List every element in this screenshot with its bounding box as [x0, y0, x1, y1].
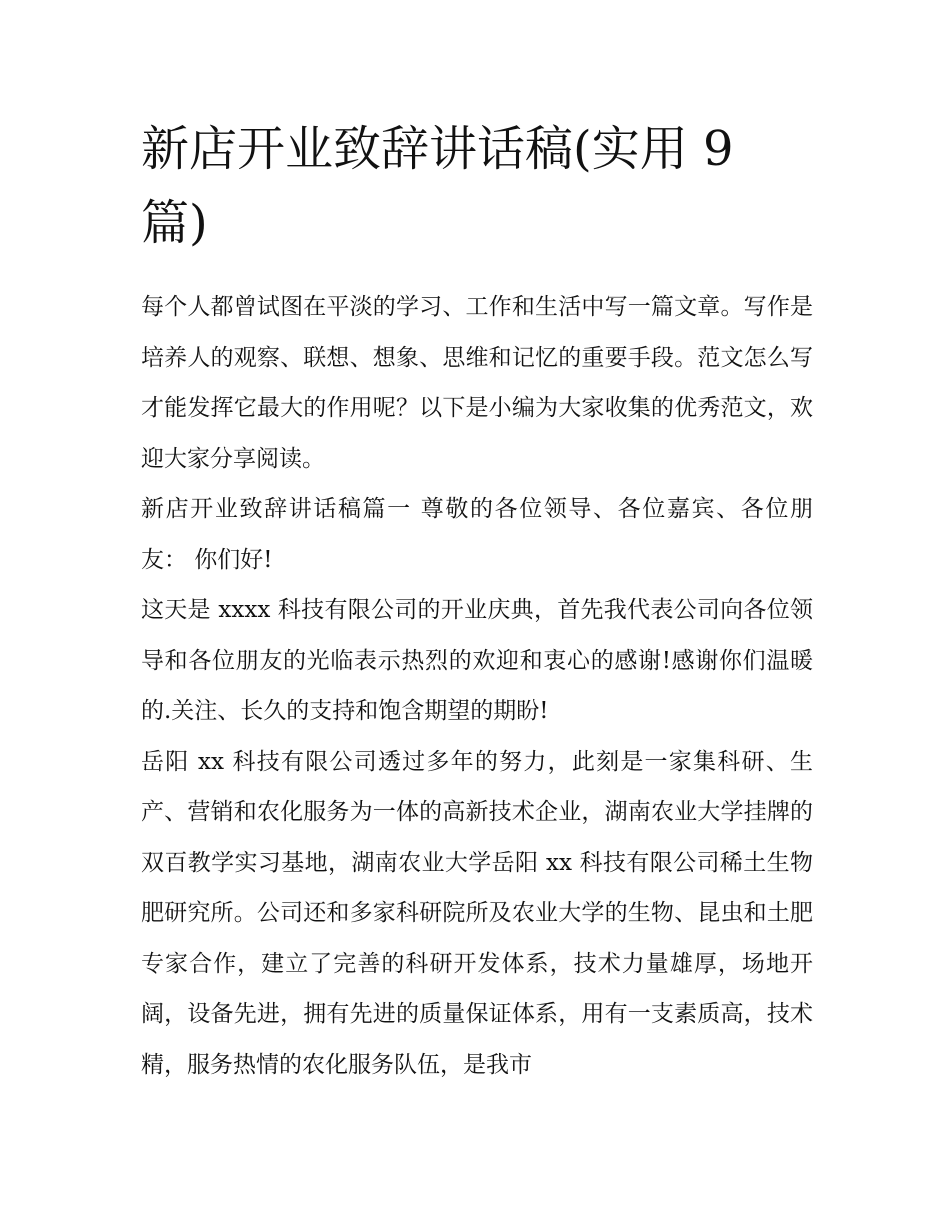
- document-title: 新店开业致辞讲话稿(实用 9 篇): [141, 121, 734, 251]
- paragraph-company-intro: 岳阳 xx 科技有限公司透过多年的努力，此刻是一家集科研、生产、营销和农化服务为一体的高新技术企业，湖南农业大学挂牌的双百教学实习基地，湖南农业大学岳阳 xx 科技有限公司稀土生物肥研究所。公司还和多家科研院所及农业大学的生物、昆虫和土肥专家合作，建立了完善的科研开发体系，技术力量雄厚，场地开阔，设备先进，拥有先进的质量保证体系，用有一支素质高，技术精，服务热情的农化服务队伍，是我市: [141, 748, 813, 1078]
- document-body: [141, 112, 813, 1090]
- paragraph-intro: 每个人都曾试图在平淡的学习、工作和生活中写一篇文章。写作是培养人的观察、联想、想象、思维和记忆的重要手段。范文怎么写才能发挥它最大的作用呢？以下是小编为大家收集的优秀范文，欢迎大家分享阅读。: [141, 294, 813, 472]
- paragraph-welcome: 这天是 xxxx 科技有限公司的开业庆典，首先我代表公司向各位领导和各位朋友的光临表示热烈的欢迎和衷心的感谢!感谢你们温暖的.关注、长久的支持和饱含期望的期盼!: [141, 597, 813, 724]
- paragraph-greeting: 新店开业致辞讲话稿篇一 尊敬的各位领导、各位嘉宾、各位朋友： 你们好!: [141, 496, 813, 573]
